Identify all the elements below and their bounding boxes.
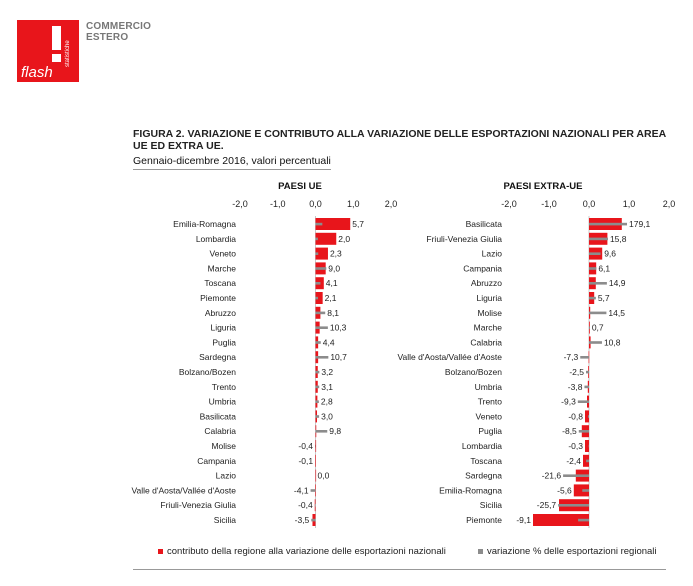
category-label-extra-ue: Bolzano/Bozen bbox=[444, 367, 502, 377]
legend-variation-swatch bbox=[478, 549, 483, 554]
variation-bar-extra-ue bbox=[589, 267, 596, 270]
bottom-rule bbox=[133, 569, 666, 570]
figure-subtitle: Gennaio-dicembre 2016, valori percentuali bbox=[133, 155, 331, 167]
data-label-ue: -0,4 bbox=[298, 441, 314, 451]
data-label-ue: 4,1 bbox=[325, 278, 338, 289]
category-label-ue: Marche bbox=[207, 263, 236, 274]
tick-label-ue: 2,0 bbox=[384, 199, 398, 209]
category-label-ue: Calabria bbox=[204, 426, 236, 437]
data-label-extra-ue: -0,8 bbox=[568, 411, 583, 422]
variation-bar-extra-ue bbox=[558, 504, 589, 507]
category-label-ue: Basilicata bbox=[199, 411, 236, 422]
data-label-extra-ue: 10,8 bbox=[603, 337, 621, 348]
data-label-extra-ue: -9,1 bbox=[516, 515, 531, 525]
variation-bar-extra-ue bbox=[589, 238, 608, 241]
variation-bar-ue bbox=[316, 223, 323, 226]
variation-bar-extra-ue bbox=[589, 326, 590, 329]
data-label-ue: 2,3 bbox=[329, 248, 342, 259]
variation-bar-ue bbox=[316, 356, 329, 359]
variation-bar-ue bbox=[316, 326, 328, 329]
variation-bar-extra-ue bbox=[582, 489, 589, 492]
data-label-ue: 2,1 bbox=[324, 293, 337, 303]
data-label-extra-ue: -25,7 bbox=[536, 500, 557, 511]
chart-title-ue: PAESI UE bbox=[278, 181, 322, 192]
legend-variation bbox=[478, 546, 657, 557]
data-label-extra-ue: -0,3 bbox=[568, 441, 583, 451]
category-label-extra-ue: Emilia-Romagna bbox=[439, 485, 502, 496]
variation-bar-ue bbox=[316, 297, 319, 300]
logo-word: flash bbox=[21, 64, 53, 81]
variation-bar-extra-ue bbox=[589, 252, 601, 255]
variation-bar-ue bbox=[316, 252, 319, 255]
data-label-extra-ue: 179,1 bbox=[629, 219, 651, 229]
category-label-extra-ue: Marche bbox=[473, 322, 502, 333]
data-label-ue: -0,4 bbox=[298, 500, 313, 511]
brand-line-2: ESTERO bbox=[86, 32, 129, 43]
category-label-ue: Puglia bbox=[212, 337, 236, 348]
variation-bar-extra-ue bbox=[563, 474, 589, 477]
contribution-bar-extra-ue bbox=[585, 440, 589, 452]
category-label-ue: Friuli-Venezia Giulia bbox=[160, 500, 236, 511]
category-label-extra-ue: Puglia bbox=[478, 426, 502, 437]
variation-bar-extra-ue bbox=[589, 297, 596, 300]
data-label-ue: 2,8 bbox=[320, 396, 333, 407]
data-label-extra-ue: -8,5 bbox=[562, 426, 577, 437]
variation-bar-extra-ue bbox=[589, 341, 602, 344]
legend-contribution-swatch bbox=[158, 549, 163, 554]
contribution-bar-ue bbox=[316, 233, 337, 245]
variation-bar-extra-ue bbox=[586, 371, 589, 374]
category-label-ue: Abruzzo bbox=[204, 307, 236, 318]
data-label-ue: 4,4 bbox=[322, 337, 335, 348]
category-label-ue: Piemonte bbox=[200, 293, 236, 303]
category-label-ue: Molise bbox=[211, 441, 236, 451]
tick-label-extra-ue: 1,0 bbox=[622, 199, 636, 209]
tick-label-ue: -2,0 bbox=[232, 199, 248, 209]
variation-bar-ue bbox=[316, 267, 327, 270]
variation-bar-ue bbox=[316, 282, 321, 285]
variation-bar-extra-ue bbox=[589, 312, 606, 315]
category-label-extra-ue: Calabria bbox=[470, 337, 502, 348]
contribution-bar-ue bbox=[316, 470, 317, 482]
data-label-extra-ue: -2,4 bbox=[566, 455, 581, 466]
category-label-extra-ue: Sicilia bbox=[479, 500, 502, 511]
tick-label-ue: -1,0 bbox=[269, 199, 286, 209]
logo-side-text: statistiche bbox=[65, 40, 71, 67]
category-label-ue: Toscana bbox=[204, 278, 236, 289]
variation-bar-ue bbox=[316, 341, 321, 344]
variation-bar-ue bbox=[316, 371, 320, 374]
category-label-extra-ue: Lombardia bbox=[461, 441, 502, 451]
data-label-extra-ue: -5,6 bbox=[557, 485, 572, 496]
data-label-extra-ue: -2,5 bbox=[569, 367, 584, 377]
data-label-ue: 5,7 bbox=[352, 219, 365, 229]
tick-label-extra-ue: 2,0 bbox=[662, 199, 676, 209]
category-label-ue: Trento bbox=[211, 381, 236, 392]
data-label-extra-ue: 14,5 bbox=[608, 307, 625, 318]
data-label-extra-ue: -7,3 bbox=[563, 352, 579, 363]
variation-bar-ue bbox=[316, 430, 328, 433]
variation-bar-extra-ue bbox=[588, 415, 589, 418]
category-label-extra-ue: Piemonte bbox=[466, 515, 502, 525]
data-label-ue: 10,7 bbox=[330, 352, 347, 363]
variation-bar-ue bbox=[316, 400, 319, 403]
category-label-extra-ue: Abruzzo bbox=[470, 278, 502, 289]
data-label-extra-ue: -21,6 bbox=[541, 470, 562, 481]
category-label-ue: Sicilia bbox=[213, 515, 236, 525]
category-label-ue: Veneto bbox=[209, 248, 236, 259]
data-label-ue: 2,0 bbox=[338, 233, 351, 244]
data-label-ue: -3,5 bbox=[294, 515, 310, 525]
variation-bar-extra-ue bbox=[584, 386, 589, 389]
brand-line-1: COMMERCIO bbox=[86, 21, 152, 32]
category-label-ue: Valle d'Aosta/Vallée d'Aoste bbox=[131, 485, 236, 496]
variation-bar-extra-ue bbox=[578, 519, 589, 522]
category-label-extra-ue: Friuli-Venezia Giulia bbox=[426, 233, 502, 244]
category-label-ue: Bolzano/Bozen bbox=[178, 367, 236, 377]
tick-label-ue: 0,0 bbox=[309, 199, 322, 209]
data-label-ue: 8,1 bbox=[327, 307, 340, 318]
tick-label-ue: 1,0 bbox=[346, 199, 360, 209]
data-label-extra-ue: -3,8 bbox=[567, 381, 583, 392]
variation-bar-ue bbox=[311, 489, 316, 492]
variation-bar-ue bbox=[316, 238, 318, 241]
variation-bar-extra-ue bbox=[586, 460, 589, 463]
data-label-ue: 0,0 bbox=[317, 470, 330, 481]
data-label-ue: -4,1 bbox=[293, 485, 309, 496]
category-label-ue: Sardegna bbox=[199, 352, 236, 363]
category-label-ue: Campania bbox=[197, 455, 236, 466]
tick-label-extra-ue: -1,0 bbox=[541, 199, 557, 209]
category-label-ue: Umbria bbox=[208, 396, 236, 407]
category-label-extra-ue: Lazio bbox=[481, 248, 502, 259]
tick-label-extra-ue: -2,0 bbox=[501, 199, 517, 209]
category-label-extra-ue: Umbria bbox=[474, 381, 502, 392]
contribution-bar-ue bbox=[316, 440, 317, 452]
category-label-extra-ue: Campania bbox=[463, 263, 502, 274]
category-label-ue: Lombardia bbox=[195, 233, 236, 244]
category-label-extra-ue: Toscana bbox=[470, 455, 502, 466]
data-label-ue: 9,8 bbox=[329, 426, 342, 437]
variation-bar-extra-ue bbox=[589, 223, 627, 226]
category-label-extra-ue: Basilicata bbox=[465, 219, 502, 229]
legend-contribution-label: contributo della regione alla variazione delle esportazioni nazionali bbox=[167, 546, 446, 557]
category-label-extra-ue: Valle d'Aosta/Vallée d'Aoste bbox=[397, 352, 502, 363]
figure-title: FIGURA 2. VARIAZIONE E CONTRIBUTO ALLA VARIAZIONE DELLE ESPORTAZIONI NAZIONALI PER AREA UE ED EXTRA UE. bbox=[133, 128, 666, 152]
variation-bar-ue bbox=[311, 519, 315, 522]
category-label-extra-ue: Trento bbox=[477, 396, 502, 407]
data-label-extra-ue: 15,8 bbox=[609, 233, 627, 244]
variation-bar-ue bbox=[316, 386, 320, 389]
category-label-ue: Emilia-Romagna bbox=[173, 219, 236, 229]
tick-label-extra-ue: 0,0 bbox=[582, 199, 596, 209]
category-label-ue: Lazio bbox=[215, 470, 236, 481]
category-label-extra-ue: Molise bbox=[477, 307, 502, 318]
category-label-extra-ue: Veneto bbox=[475, 411, 502, 422]
data-label-extra-ue: 5,7 bbox=[597, 293, 610, 303]
legend-variation-label: variazione % delle esportazioni regionali bbox=[487, 546, 657, 557]
data-label-ue: 3,2 bbox=[321, 367, 334, 377]
data-label-ue: 3,1 bbox=[321, 381, 334, 392]
category-label-extra-ue: Liguria bbox=[476, 293, 502, 303]
category-label-ue: Liguria bbox=[210, 322, 236, 333]
contribution-bar-ue bbox=[315, 455, 316, 467]
chart-title-extra-ue: PAESI EXTRA-UE bbox=[503, 181, 583, 192]
variation-bar-extra-ue bbox=[578, 400, 589, 403]
data-label-extra-ue: 14,9 bbox=[608, 278, 626, 289]
data-label-ue: 9,0 bbox=[328, 263, 341, 274]
data-label-ue: 10,3 bbox=[329, 322, 347, 333]
data-label-extra-ue: 9,6 bbox=[604, 248, 617, 259]
variation-bar-extra-ue bbox=[579, 430, 589, 433]
variation-bar-extra-ue bbox=[580, 356, 589, 359]
data-label-ue: 3,0 bbox=[321, 411, 333, 422]
category-label-extra-ue: Sardegna bbox=[465, 470, 502, 481]
variation-bar-extra-ue bbox=[589, 282, 607, 285]
data-label-extra-ue: -9,3 bbox=[561, 396, 576, 407]
legend-contribution bbox=[158, 546, 446, 557]
data-label-ue: -0,1 bbox=[298, 455, 314, 466]
data-label-extra-ue: 6,1 bbox=[598, 263, 611, 274]
variation-bar-ue bbox=[316, 312, 326, 315]
variation-bar-ue bbox=[316, 415, 320, 418]
data-label-extra-ue: 0,7 bbox=[591, 322, 604, 333]
